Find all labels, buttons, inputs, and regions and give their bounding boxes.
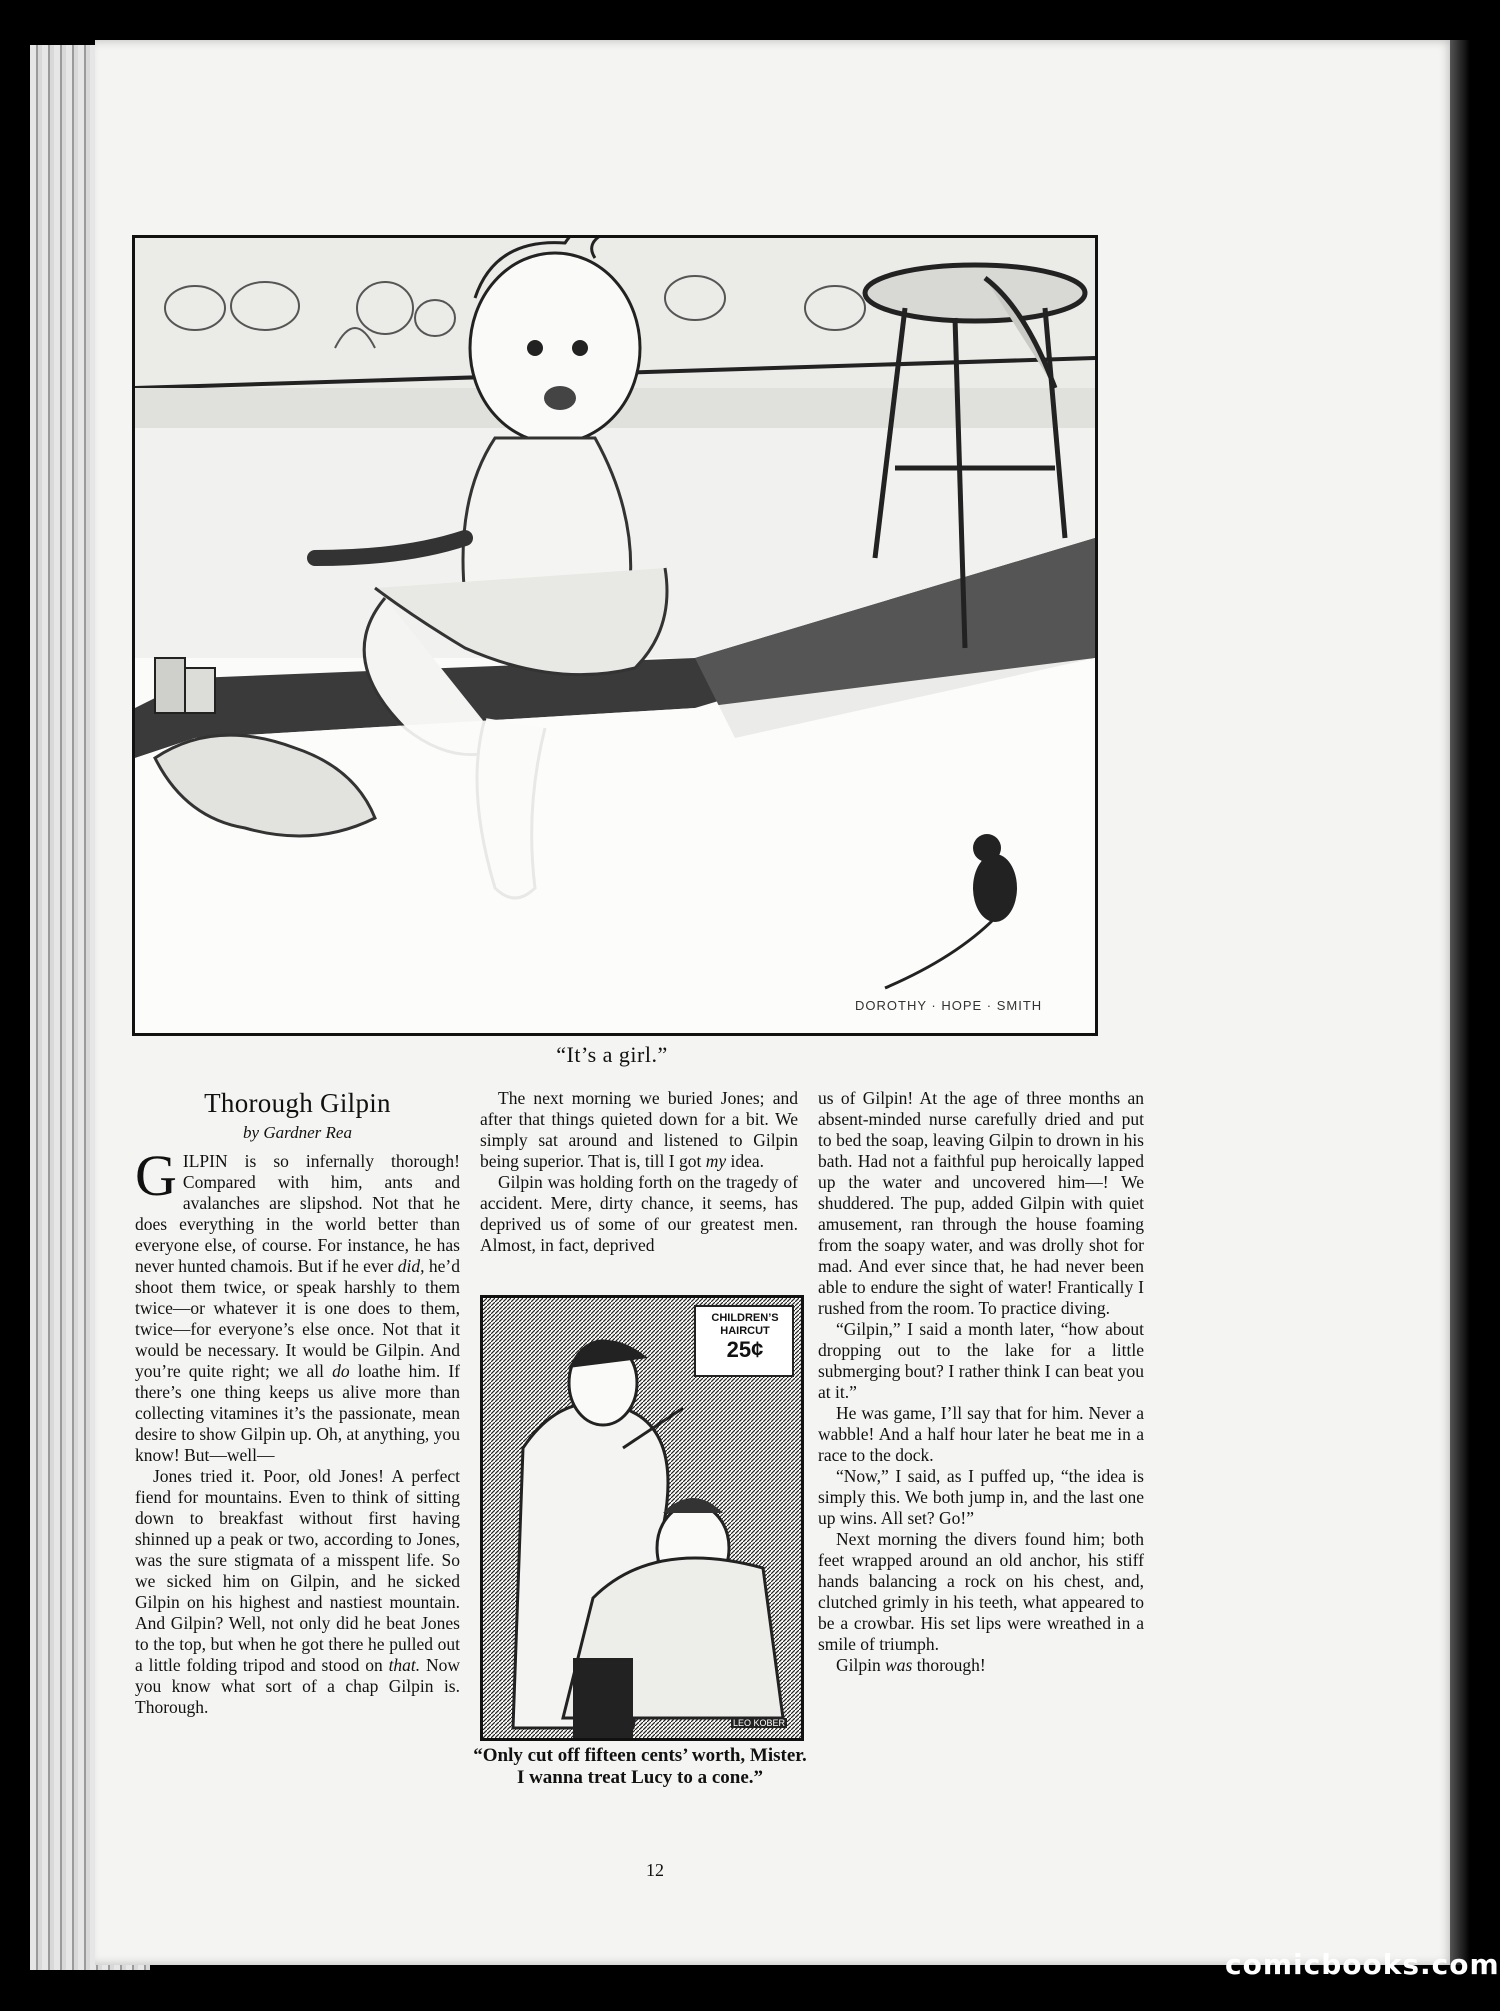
article-title: Thorough Gilpin <box>204 1088 391 1118</box>
lead-word: ILPIN <box>182 1151 228 1171</box>
top-illustration-caption: “It’s a girl.” <box>556 1042 668 1067</box>
article-column-3 <box>818 1088 1144 1676</box>
barber-illustration <box>480 1295 804 1741</box>
italic-text: did, <box>397 1256 425 1276</box>
drop-cap: G <box>135 1143 177 1208</box>
barber-cartoon-drawing <box>483 1298 801 1738</box>
illustrator-signature: LEO KOBER <box>733 1718 786 1728</box>
illustrator-signature: DOROTHY · HOPE · SMITH <box>855 998 1043 1013</box>
sign-price: 25¢ <box>726 1337 764 1362</box>
paragraph <box>135 1466 460 1718</box>
haircut-sign-text <box>701 1312 789 1362</box>
top-illustration <box>132 235 1098 1036</box>
sign-line: CHILDREN’S <box>711 1312 779 1324</box>
paragraph <box>135 1143 460 1466</box>
barber-illustration-caption: “Only cut off fifteen cents’ worth, Mister. I wanna treat Lucy to a cone.” <box>473 1745 807 1788</box>
article-column-1 <box>135 1085 460 1718</box>
paragraph: us of Gilpin! At the age of three months an absent-minded nurse carefully dried and put to bed the soap, leaving Gilpin to drown in his bath. Had not a faithful pup heroically lapped up the water and uncovered him—! We shuddered. The pup, added Gilpin with quiet amusement, ran through the house foaming from the soapy water, and was drolly shot for mad. And ever since that, he had never been able to endure the sight of water! Frantically I rushed from the room. To practice diving. <box>818 1088 1144 1318</box>
paragraph: “Now,” I said, as I puffed up, “the idea is simply this. We both jump in, and the last one up wins. All set? Go!” <box>818 1466 1144 1528</box>
page-number: 12 <box>646 1860 664 1880</box>
text-run: The next morning we buried Jones; and after that things quieted down for a bit. We simply sat around and listened to Gilpin being superior. That is, till I got <box>480 1088 798 1171</box>
text-run: loathe him. If there’s one thing keeps us alive more than collecting vitamines it’s the passionate, mean desire to show Gilpin up. Oh, at anything, you know! But—well— <box>135 1361 460 1465</box>
paragraph: Gilpin was holding forth on the tragedy of accident. Mere, dirty chance, it seems, has deprived us of some of our greatest men. Almost, in fact, deprived <box>480 1172 798 1255</box>
italic-text: that. <box>388 1655 421 1675</box>
paragraph: He was game, I’ll say that for him. Never a wabble! And a half hour later he beat me in a race to the dock. <box>818 1403 1144 1465</box>
italic-text: do <box>332 1361 350 1381</box>
text-run: idea. <box>726 1151 765 1171</box>
text-run: Now you know what sort of a chap Gilpin is. Thorough. <box>135 1655 461 1717</box>
site-watermark: comicbooks.com <box>1225 1948 1500 1981</box>
article-column-2 <box>480 1088 798 1256</box>
sign-line: HAIRCUT <box>720 1325 770 1337</box>
paragraph: Next morning the divers found him; both feet wrapped around an old anchor, his stiff hands balancing a rock on his chest, and, clutched grimly in his teeth, what appeared to be a crowbar. His set lips were wreathed in a smile of triumph. <box>818 1529 1144 1654</box>
text-run: thorough! <box>912 1655 986 1675</box>
book-spine-shadow <box>1450 40 1470 1965</box>
article-byline: by Gardner Rea <box>243 1123 352 1142</box>
paragraph: “Gilpin,” I said a month later, “how about dropping out to the lake for a little submerging bout? I rather think I can beat you at it.” <box>818 1319 1144 1402</box>
paragraph <box>818 1655 1144 1676</box>
italic-text: was <box>885 1655 913 1675</box>
text-run: he’d shoot them twice, or speak harshly to them twice—or whatever it is one does to them, twice—for everyone’s else once. Not that it would be necessary. It would be Gilpin. And you’re quite right; we all <box>135 1256 460 1381</box>
text-run: Jones tried it. Poor, old Jones! A perfect fiend for mountains. Even to think of sitting down to breakfast without first having shinned up a peak or two, according to Jones, was the sure stigmata of a misspent life. So we sicked him on Gilpin, and he sicked Gilpin on his highest and nastiest mountain. And Gilpin? Well, not only did he beat Jones to the top, but when he got there he pulled out a little folding tripod and stood on <box>135 1466 460 1675</box>
paragraph <box>480 1088 798 1172</box>
text-run: Gilpin <box>836 1655 886 1675</box>
text-run: is so infernally thorough! Compared with him, ants and avalanches are slipshod. Not that he does everything in the world better than everyone else, of course. For instance, he has never hunted chamois. But if he ever <box>135 1151 460 1276</box>
baby-and-mouse-drawing <box>135 238 1095 1033</box>
italic-text: my <box>705 1151 727 1171</box>
